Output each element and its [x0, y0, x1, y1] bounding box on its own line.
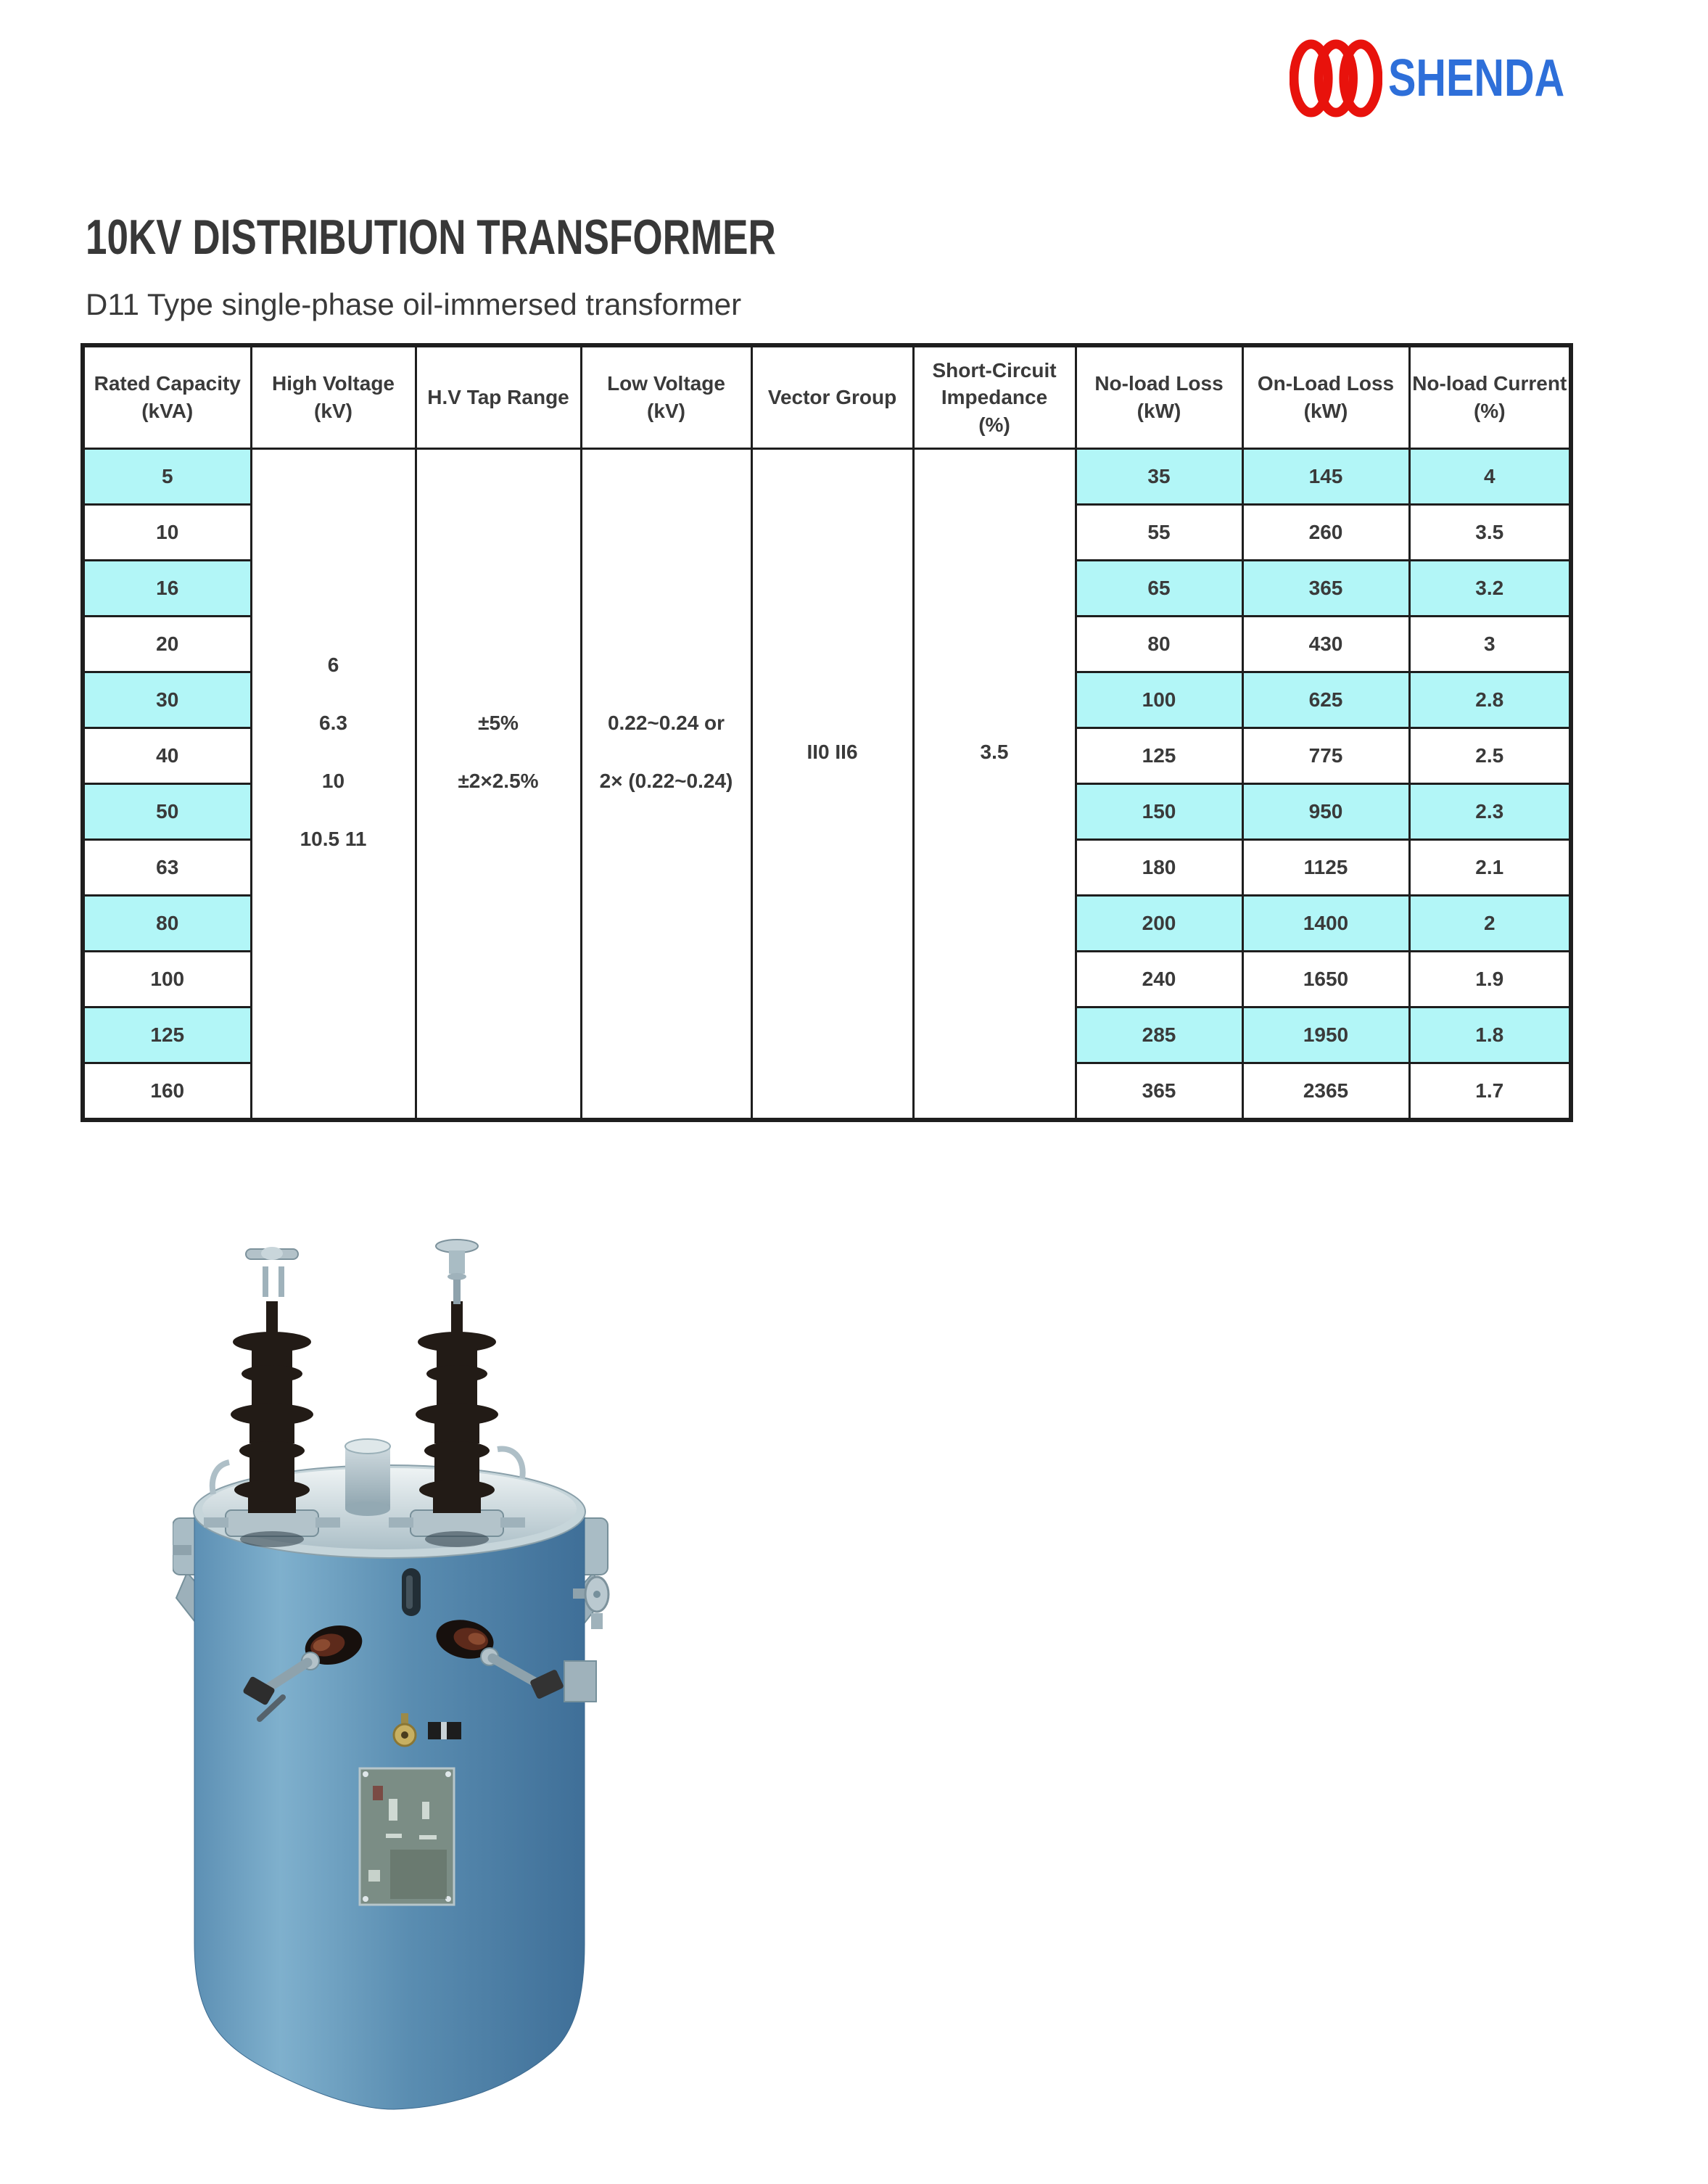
column-header-on-load-loss: On-Load Loss (kW): [1242, 345, 1409, 449]
no-load-loss-cell: 180: [1076, 840, 1242, 896]
no-load-loss-cell: 55: [1076, 505, 1242, 561]
brand-name: SHENDA: [1388, 49, 1565, 107]
column-header-vector-group: Vector Group: [751, 345, 913, 449]
column-header-short-circuit-impedance: Short-Circuit Impedance (%): [913, 345, 1076, 449]
no-load-current-cell: 2.8: [1409, 672, 1571, 728]
table-body: [83, 449, 1571, 1121]
column-header-rated-capacity: Rated Capacity (kVA): [83, 345, 251, 449]
on-load-loss-cell: 260: [1242, 505, 1409, 561]
no-load-loss-cell: 65: [1076, 561, 1242, 617]
high-voltage-cell: 6 6.3 10 10.5 11: [251, 449, 416, 1121]
no-load-loss-cell: 150: [1076, 784, 1242, 840]
no-load-loss-cell: 80: [1076, 617, 1242, 672]
hv-tap-range-cell: ±5% ±2×2.5%: [416, 449, 581, 1121]
no-load-loss-cell: 365: [1076, 1063, 1242, 1121]
rated-capacity-cell: 100: [83, 952, 251, 1007]
vector-group-cell: II0 II6: [751, 449, 913, 1121]
no-load-current-cell: 3.2: [1409, 561, 1571, 617]
no-load-loss-cell: 240: [1076, 952, 1242, 1007]
header-row: [83, 345, 1571, 449]
column-header-hv-tap-range: H.V Tap Range: [416, 345, 581, 449]
low-voltage-cell: 0.22~0.24 or 2× (0.22~0.24): [581, 449, 751, 1121]
on-load-loss-cell: 950: [1242, 784, 1409, 840]
rated-capacity-cell: 5: [83, 449, 251, 505]
rated-capacity-cell: 160: [83, 1063, 251, 1121]
on-load-loss-cell: 1125: [1242, 840, 1409, 896]
transformer-photo-illustration: [173, 1232, 616, 2120]
brand-logo: [1290, 39, 1609, 118]
lifting-slot: [402, 1568, 421, 1616]
page-subtitle: D11 Type single-phase oil-immersed transformer: [86, 287, 742, 321]
nameplate: [360, 1768, 454, 1905]
no-load-loss-cell: 100: [1076, 672, 1242, 728]
column-header-no-load-loss: No-load Loss (kW): [1076, 345, 1242, 449]
no-load-current-cell: 1.9: [1409, 952, 1571, 1007]
on-load-loss-cell: 145: [1242, 449, 1409, 505]
rated-capacity-cell: 16: [83, 561, 251, 617]
on-load-loss-cell: 1650: [1242, 952, 1409, 1007]
rated-capacity-cell: 40: [83, 728, 251, 784]
rated-capacity-cell: 125: [83, 1007, 251, 1063]
on-load-loss-cell: 1950: [1242, 1007, 1409, 1063]
brand-emblem-icon: [1290, 39, 1382, 118]
on-load-loss-cell: 625: [1242, 672, 1409, 728]
column-header-high-voltage: High Voltage (kV): [251, 345, 416, 449]
rated-capacity-cell: 10: [83, 505, 251, 561]
on-load-loss-cell: 1400: [1242, 896, 1409, 952]
no-load-loss-cell: 285: [1076, 1007, 1242, 1063]
spec-table: [81, 343, 1573, 1122]
no-load-current-cell: 2: [1409, 896, 1571, 952]
short-circuit-impedance-cell: 3.5: [913, 449, 1076, 1121]
no-load-current-cell: 3: [1409, 617, 1571, 672]
on-load-loss-cell: 2365: [1242, 1063, 1409, 1121]
no-load-current-cell: 4: [1409, 449, 1571, 505]
column-header-low-voltage: Low Voltage (kV): [581, 345, 751, 449]
no-load-current-cell: 3.5: [1409, 505, 1571, 561]
page-title: 10KV DISTRIBUTION TRANSFORMER: [86, 210, 776, 265]
no-load-loss-cell: 125: [1076, 728, 1242, 784]
rated-capacity-cell: 63: [83, 840, 251, 896]
on-load-loss-cell: 430: [1242, 617, 1409, 672]
on-load-loss-cell: 365: [1242, 561, 1409, 617]
no-load-current-cell: 2.3: [1409, 784, 1571, 840]
table-row: [83, 449, 1571, 505]
rated-capacity-cell: 50: [83, 784, 251, 840]
no-load-loss-cell: 35: [1076, 449, 1242, 505]
rated-capacity-cell: 20: [83, 617, 251, 672]
transformer-photo: [173, 1232, 616, 2120]
oil-plug: [345, 1439, 390, 1516]
no-load-current-cell: 1.8: [1409, 1007, 1571, 1063]
no-load-current-cell: 2.5: [1409, 728, 1571, 784]
column-header-no-load-current: No-load Current (%): [1409, 345, 1571, 449]
rated-capacity-cell: 30: [83, 672, 251, 728]
rated-capacity-cell: 80: [83, 896, 251, 952]
no-load-loss-cell: 200: [1076, 896, 1242, 952]
no-load-current-cell: 2.1: [1409, 840, 1571, 896]
on-load-loss-cell: 775: [1242, 728, 1409, 784]
no-load-current-cell: 1.7: [1409, 1063, 1571, 1121]
